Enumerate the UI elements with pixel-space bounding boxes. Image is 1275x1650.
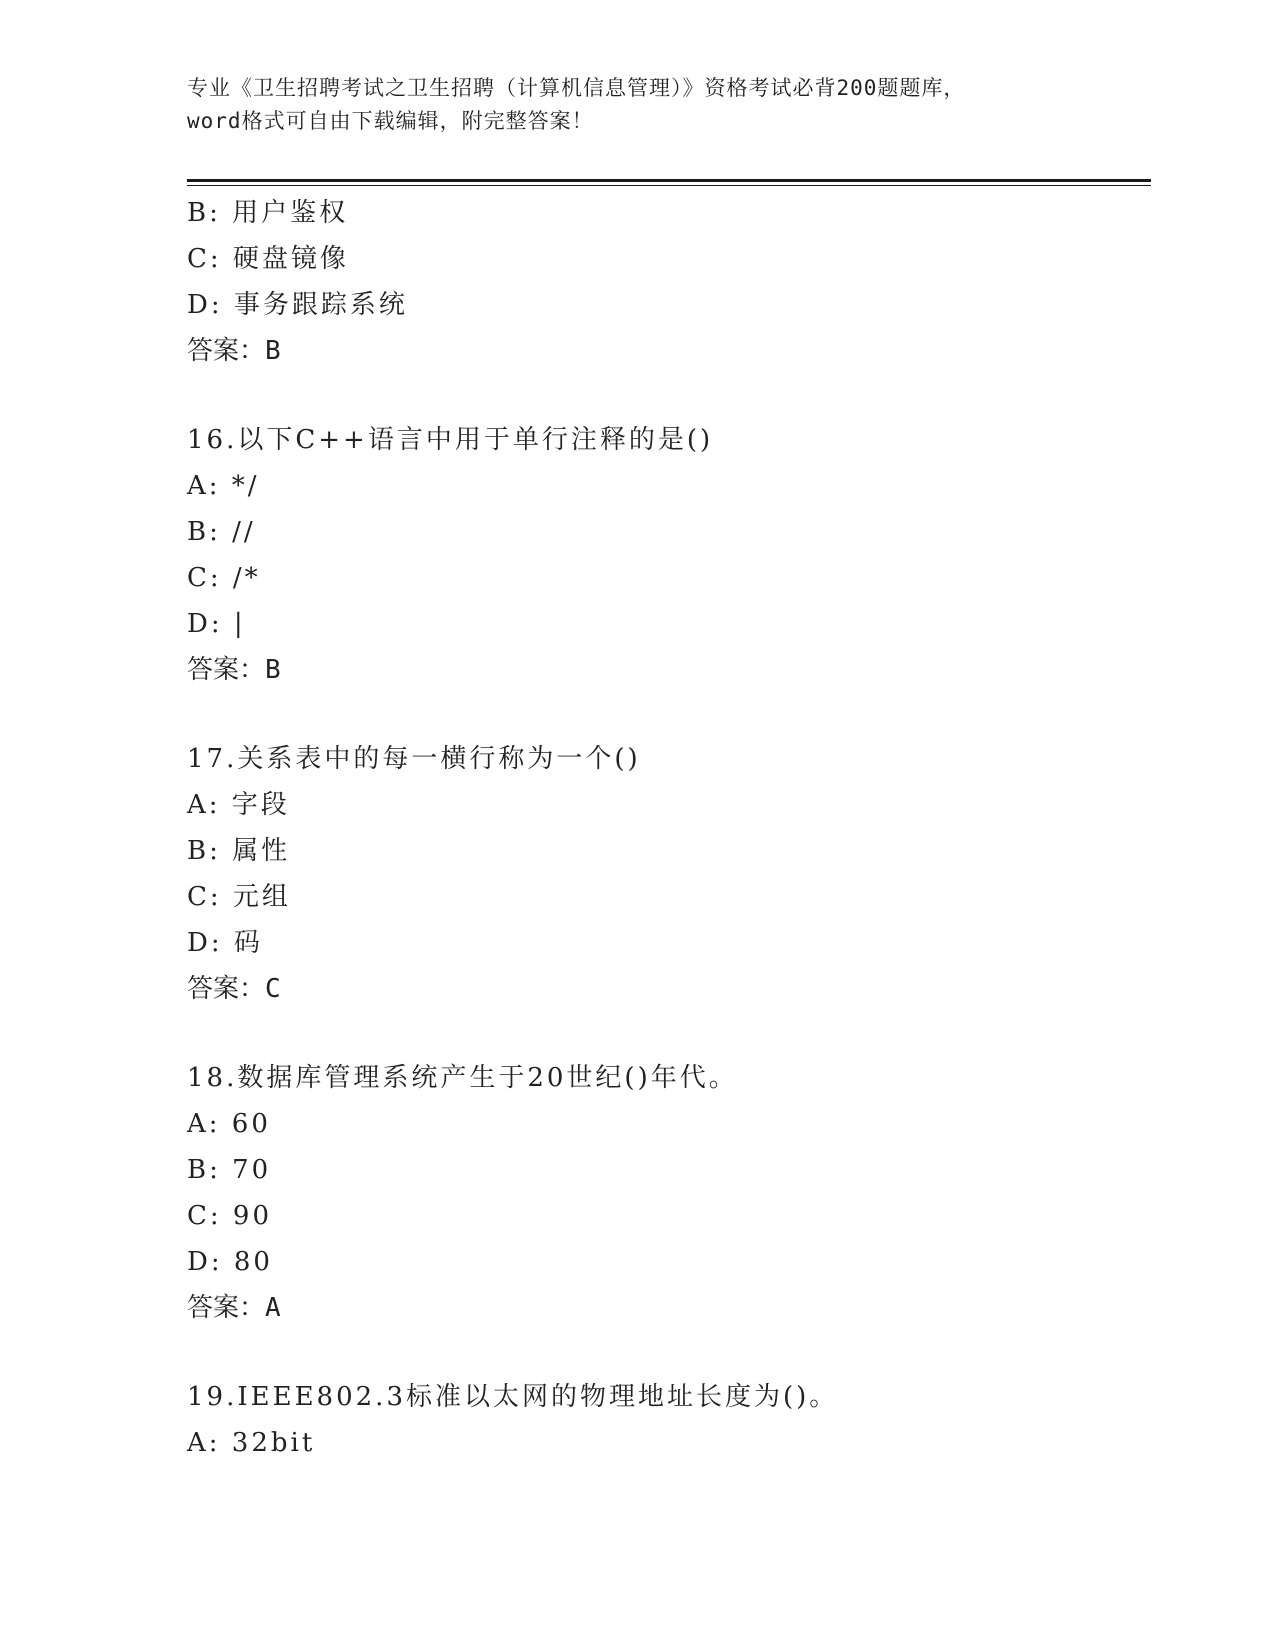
option-c: C: 硬盘镜像 xyxy=(187,244,349,274)
document-header xyxy=(187,72,1087,138)
question-15-continued xyxy=(187,190,1137,374)
answer: 答案：B xyxy=(187,655,281,685)
option-d: D: 80 xyxy=(187,1247,273,1277)
question-19 xyxy=(187,1374,1137,1466)
option-b: B: // xyxy=(187,517,256,547)
answer: 答案：B xyxy=(187,336,281,366)
option-b: B: 70 xyxy=(187,1155,272,1185)
option-a: A: 32bit xyxy=(187,1428,316,1458)
question-17 xyxy=(187,736,1137,1012)
option-a: A: */ xyxy=(187,471,260,501)
question-18 xyxy=(187,1055,1137,1331)
option-d: D: 事务跟踪系统 xyxy=(187,290,408,320)
question-text: 19.IEEE802.3标准以太网的物理地址长度为()。 xyxy=(187,1382,839,1412)
question-16 xyxy=(187,417,1137,693)
option-b: B: 用户鉴权 xyxy=(187,198,349,228)
option-d: D: 码 xyxy=(187,928,263,958)
option-d: D: | xyxy=(187,609,246,639)
question-text: 16.以下C++语言中用于单行注释的是() xyxy=(187,425,714,455)
question-text: 18.数据库管理系统产生于20世纪()年代。 xyxy=(187,1063,738,1093)
header-line-2: word格式可自由下载编辑，附完整答案！ xyxy=(187,109,594,133)
option-b: B: 属性 xyxy=(187,836,291,866)
question-text: 17.关系表中的每一横行称为一个() xyxy=(187,744,641,774)
answer: 答案：A xyxy=(187,1293,281,1323)
option-c: C: 90 xyxy=(187,1201,273,1231)
question-list xyxy=(187,190,1137,1466)
answer: 答案：C xyxy=(187,974,281,1004)
option-a: A: 字段 xyxy=(187,790,290,820)
header-line-1: 专业《卫生招聘考试之卫生招聘（计算机信息管理）》资格考试必背200题题库， xyxy=(187,76,966,100)
option-c: C: 元组 xyxy=(187,882,291,912)
header-divider-thick xyxy=(187,179,1151,182)
option-a: A: 60 xyxy=(187,1109,271,1139)
option-c: C: /* xyxy=(187,563,261,593)
header-divider-thin xyxy=(187,185,1151,186)
